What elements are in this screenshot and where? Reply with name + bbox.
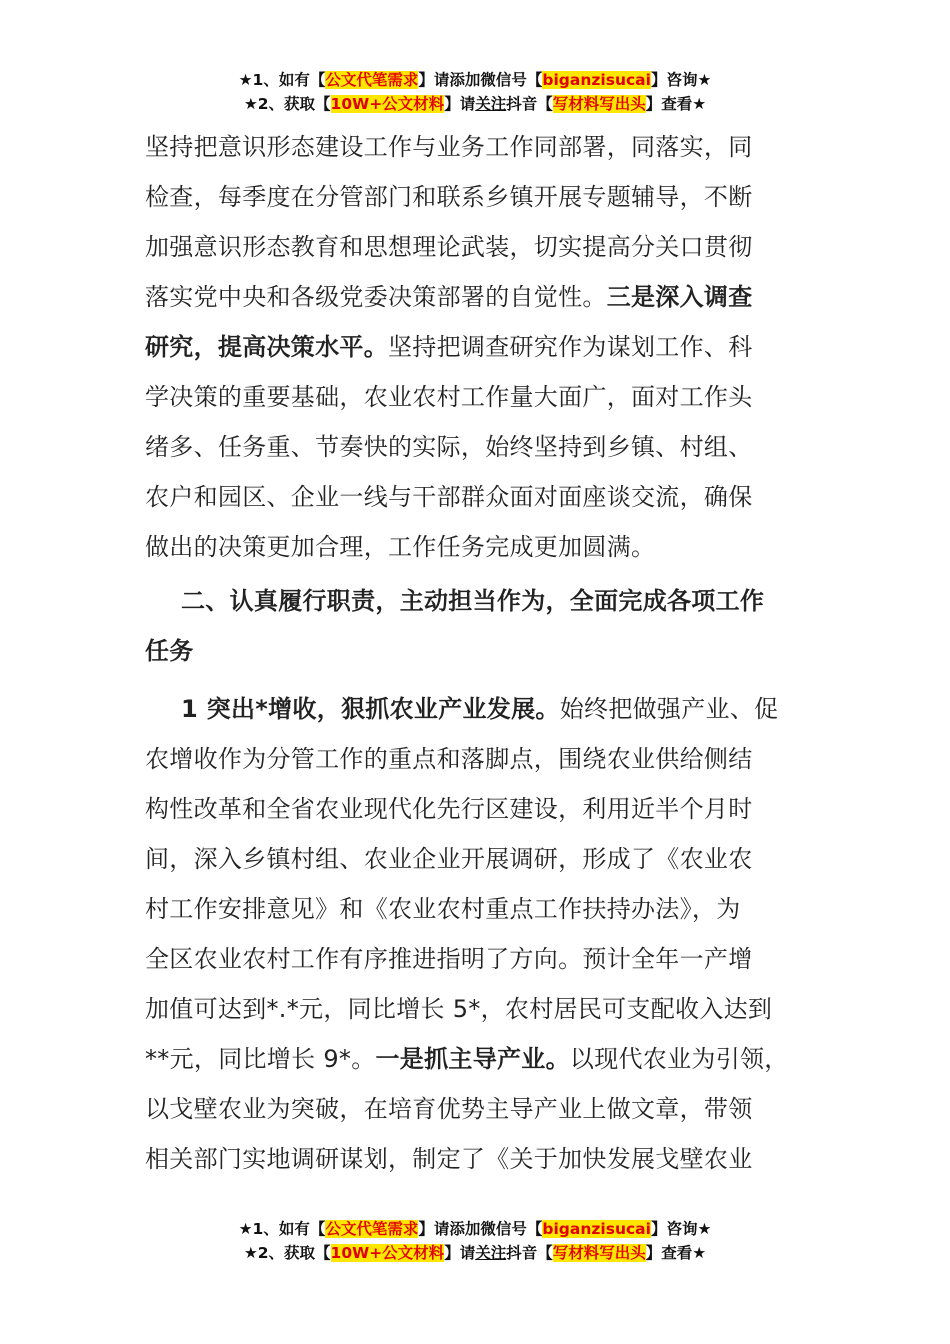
text-line: 绪多、任务重、节奏快的实际，始终坚持到乡镇、村组、 <box>145 433 753 461</box>
bold-run: 三是深入调查 <box>606 283 753 311</box>
text-line: 坚持把意识形态建设工作与业务工作同部署，同落实，同 <box>145 133 753 161</box>
banner-text: 关注 <box>475 95 507 113</box>
banner-line-1 <box>0 68 950 92</box>
banner-highlight: 10W+公文材料 <box>330 1244 445 1262</box>
banner-text: ★2、获取【 <box>243 95 331 113</box>
section-heading <box>145 576 825 676</box>
banner-text: 关注 <box>475 1244 507 1262</box>
text-line: 相关部门实地调研谋划，制定了《关于加快发展戈壁农业 <box>145 1145 753 1173</box>
text-line: 学决策的重要基础，农业农村工作量大面广，面对工作头 <box>145 383 753 411</box>
text-line: 加值可达到*.*元，同比增长 5*，农村居民可支配收入达到 <box>145 995 773 1023</box>
document-body <box>145 122 825 1184</box>
banner-text: 微信号【 <box>480 1220 543 1238</box>
header-banner <box>0 68 950 116</box>
banner-text: ★2、获取【 <box>243 1244 331 1262</box>
banner-text: 】请 <box>418 71 450 89</box>
banner-text: 】请 <box>418 1220 450 1238</box>
banner-text: 】查看★ <box>645 1244 707 1262</box>
text-line: 间，深入乡镇村组、农业企业开展调研，形成了《农业农 <box>145 845 753 873</box>
banner-wechat-id: biganzisucai <box>542 71 651 89</box>
text-line: 做出的决策更加合理，工作任务完成更加圆满。 <box>145 533 656 561</box>
heading-line: 二、认真履行职责，主动担当作为，全面完成各项工作 <box>181 587 765 615</box>
banner-text: 】请 <box>444 1244 476 1262</box>
banner-highlight: 10W+公文材料 <box>330 95 445 113</box>
banner-line-2 <box>0 1241 950 1265</box>
text-run: 始终把做强产业、促 <box>559 695 779 723</box>
text-line <box>145 1034 825 1084</box>
banner-douyin-id: 写材料写出头 <box>552 95 646 113</box>
bold-run: 研究，提高决策水平。 <box>145 333 388 361</box>
banner-text: 抖音【 <box>506 1244 553 1262</box>
banner-text: ★1、如有【 <box>238 71 326 89</box>
banner-text: 】请 <box>444 95 476 113</box>
text-run: **元，同比增长 9*。 <box>145 1045 376 1073</box>
banner-wechat-id: biganzisucai <box>542 1220 651 1238</box>
text-run: 坚持把调查研究作为谋划工作、科 <box>388 333 753 361</box>
text-line: 检查，每季度在分管部门和联系乡镇开展专题辅导，不断 <box>145 183 753 211</box>
banner-text: ★1、如有【 <box>238 1220 326 1238</box>
banner-highlight: 公文代笔需求 <box>325 71 419 89</box>
banner-text: 微信号【 <box>480 71 543 89</box>
banner-text: 】查看★ <box>645 95 707 113</box>
banner-text: 添加 <box>449 71 481 89</box>
text-line: 全区农业农村工作有序推进指明了方向。预计全年一产增 <box>145 945 753 973</box>
banner-line-1 <box>0 1217 950 1241</box>
text-line <box>145 272 825 322</box>
text-run: 落实党中央和各级党委决策部署的自觉性。 <box>145 283 607 311</box>
banner-line-2 <box>0 92 950 116</box>
banner-text: 】咨询★ <box>650 1220 712 1238</box>
text-line <box>145 684 825 734</box>
banner-text: 抖音【 <box>506 95 553 113</box>
banner-text: 】咨询★ <box>650 71 712 89</box>
banner-douyin-id: 写材料写出头 <box>552 1244 646 1262</box>
text-line <box>145 322 825 372</box>
footer-banner <box>0 1217 950 1265</box>
text-line: 加强意识形态教育和思想理论武装，切实提高分关口贯彻 <box>145 233 753 261</box>
banner-text: 添加 <box>449 1220 481 1238</box>
paragraph-2 <box>145 684 825 1184</box>
text-run: 以现代农业为引领， <box>569 1045 789 1073</box>
heading-line: 任务 <box>145 637 194 665</box>
text-line: 农户和园区、企业一线与干部群众面对面座谈交流，确保 <box>145 483 753 511</box>
text-line: 构性改革和全省农业现代化先行区建设，利用近半个月时 <box>145 795 753 823</box>
paragraph-1 <box>145 122 825 572</box>
banner-highlight: 公文代笔需求 <box>325 1220 419 1238</box>
text-line: 农增收作为分管工作的重点和落脚点，围绕农业供给侧结 <box>145 745 753 773</box>
text-line: 以戈壁农业为突破，在培育优势主导产业上做文章，带领 <box>145 1095 753 1123</box>
bold-run: 一是抓主导产业。 <box>375 1045 570 1073</box>
bold-run: 1 突出*增收，狠抓农业产业发展。 <box>181 695 560 723</box>
text-line: 村工作安排意见》和《农业农村重点工作扶持办法》，为 <box>145 895 741 923</box>
